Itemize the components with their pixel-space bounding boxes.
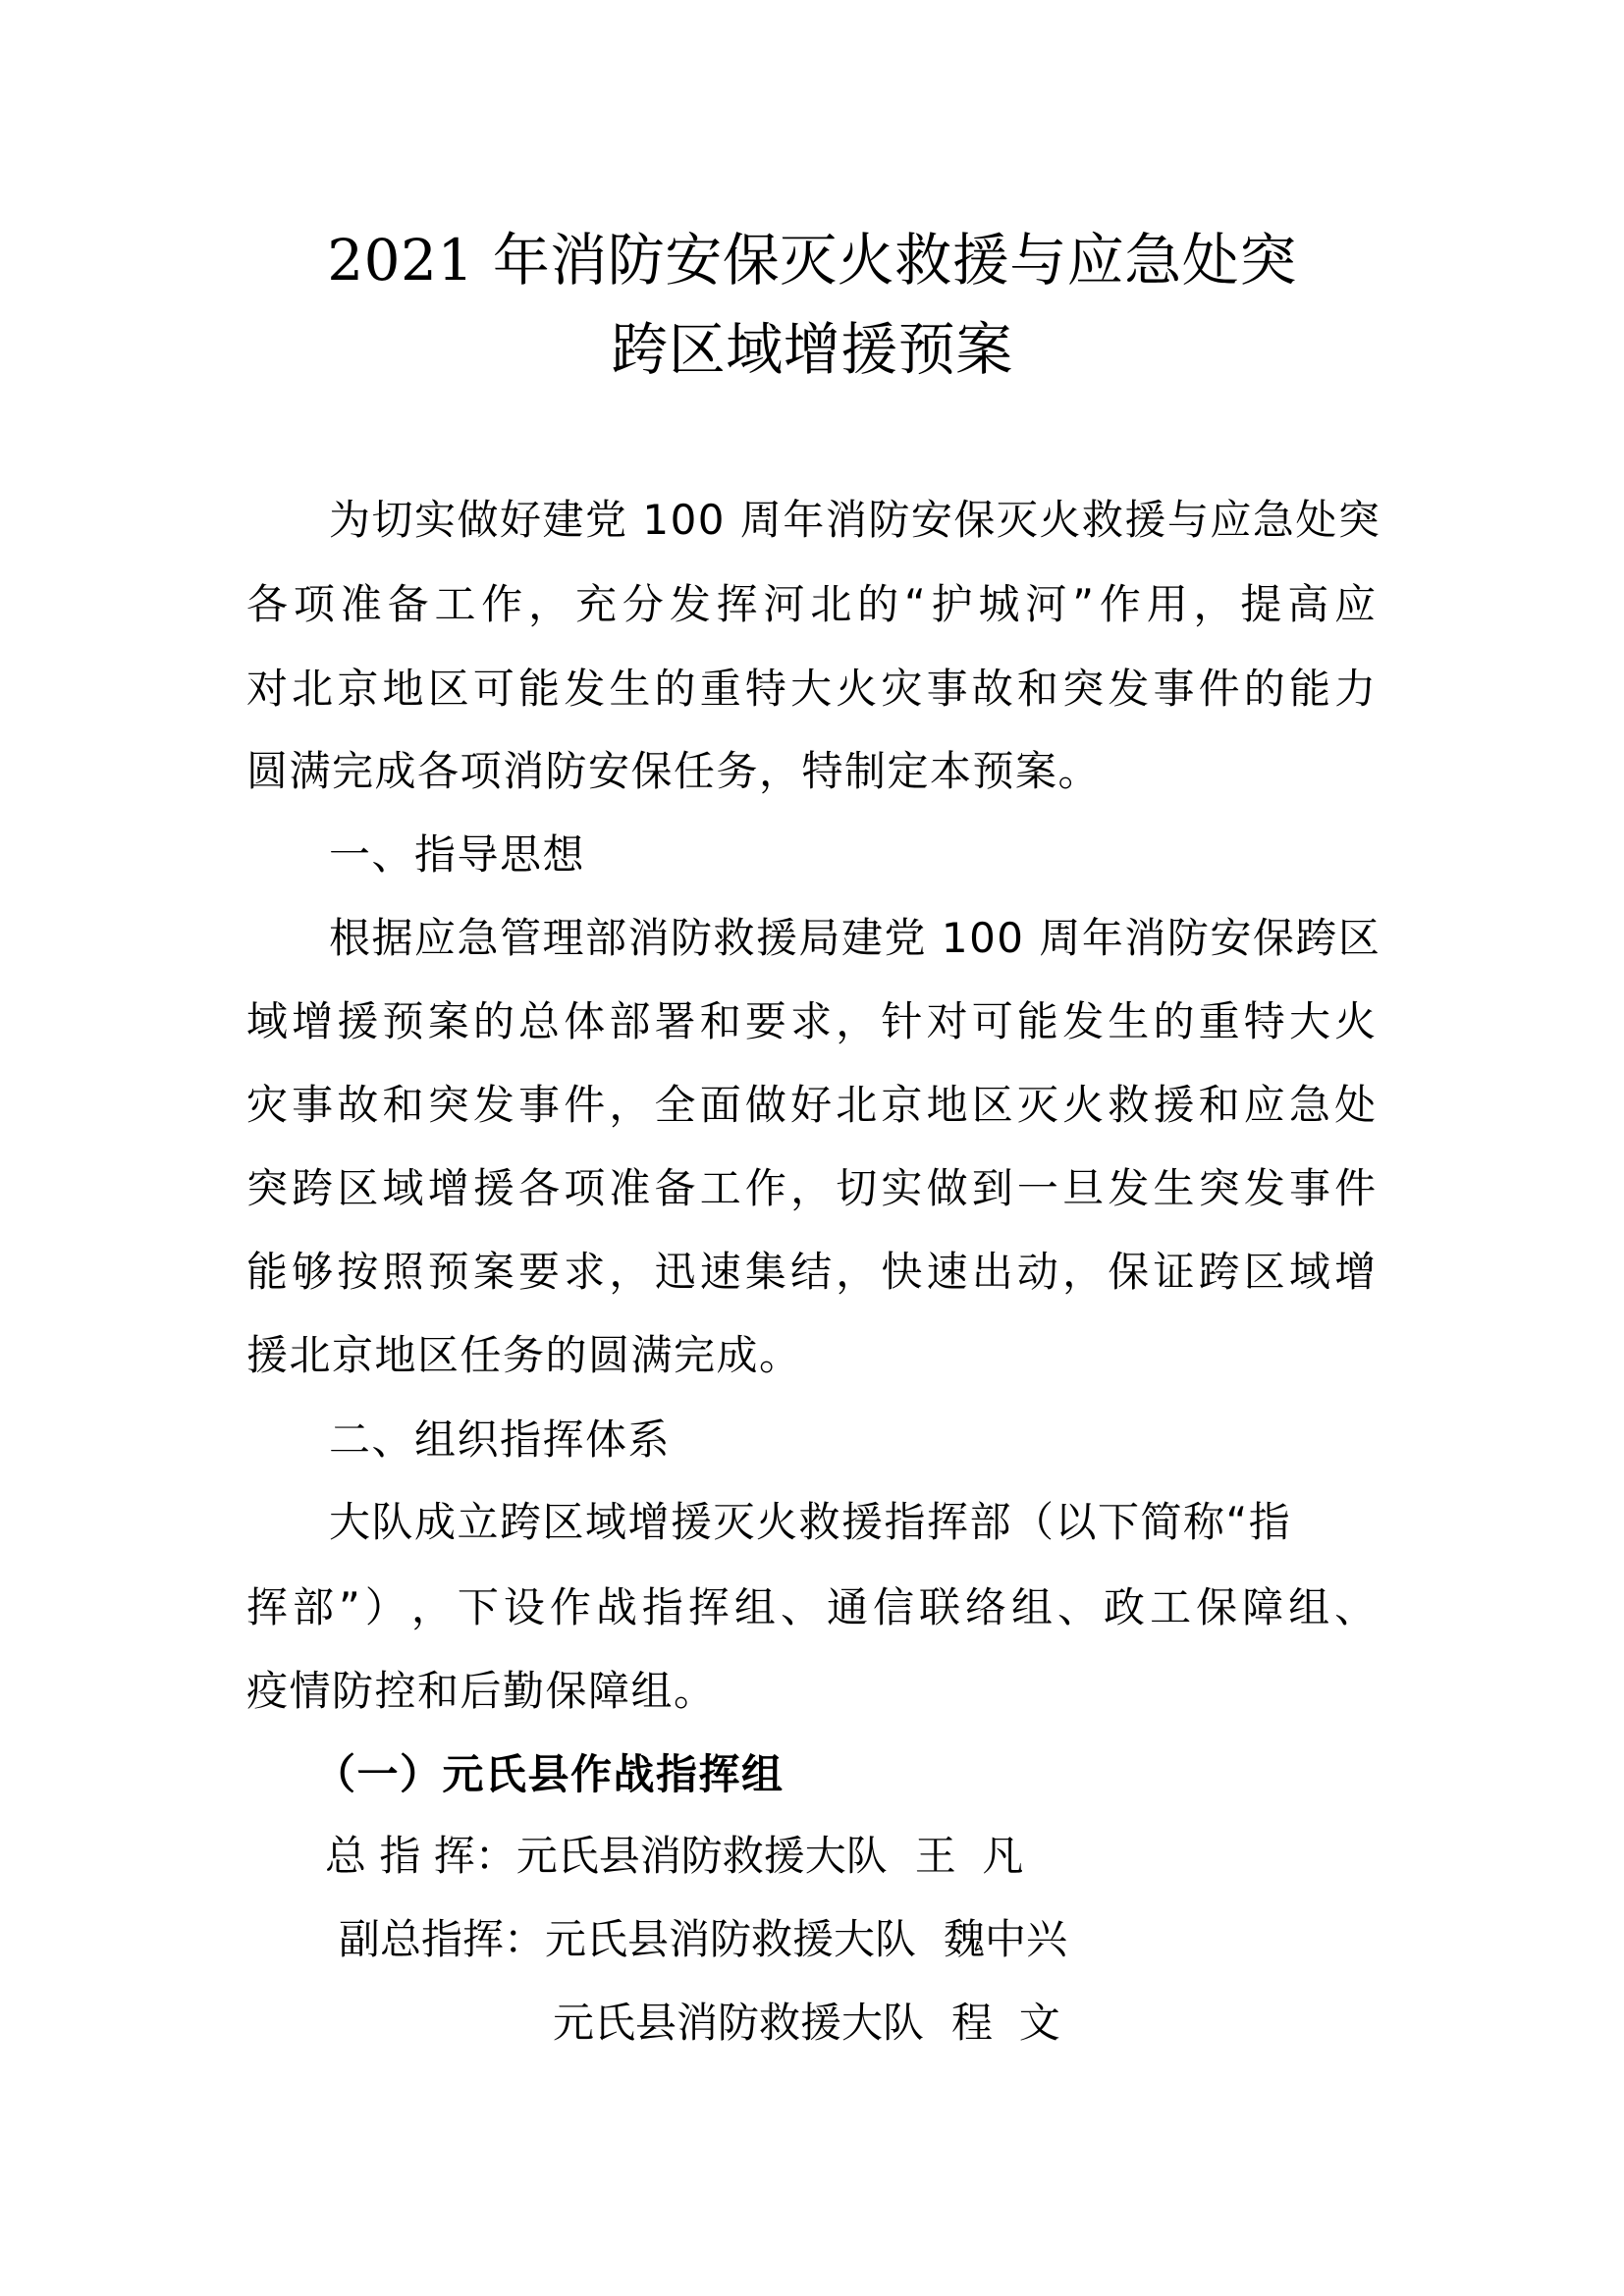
section1-line: 援北京地区任务的圆满完成。 — [246, 1331, 802, 1379]
section1-line: 灾 事 故 和 突 发 事 件 ， 全 面 做 好 北 京 地 区 灭 火 救 援 和 应 急 处 — [246, 1081, 1378, 1129]
intro-line: 为切实做好建党 100 周年消防安保灭火救援与应急处突 — [329, 496, 1381, 544]
intro-line: 圆满完成各项消防安保任务，特制定本预案。 — [246, 747, 1102, 795]
document-title-line-1: 2021 年消防安保灭火救援与应急处突 — [327, 227, 1297, 294]
document-title-line-2: 跨区域增援预案 — [611, 316, 1013, 383]
roster-label: 总 指 挥： — [325, 1832, 516, 1880]
roster-name: 程 文 — [951, 1999, 1060, 2047]
section1-line: 突 跨 区 域 增 援 各 项 准 备 工 作 ， 切 实 做 到 一 旦 发 生 突 发 事 件 — [246, 1164, 1378, 1212]
section-heading-guiding-ideology: 一、指导思想 — [329, 830, 586, 879]
roster-unit: 元氏县消防救援大队 — [545, 1915, 917, 1963]
roster-row-deputy — [339, 1915, 1068, 1963]
section2-line: 疫情防控和后勤保障组。 — [246, 1667, 717, 1715]
roster-row-commander — [325, 1832, 1024, 1880]
intro-line: 各 项 准 备 工 作 ， 充 分 发 挥 河 北 的 “ 护 城 河 ” 作 用 ， 提 高 应 — [246, 580, 1378, 628]
section2-line: 大队成立跨区域增援灭火救援指挥部（以下简称“指 — [329, 1498, 1292, 1546]
roster-name: 魏中兴 — [944, 1915, 1068, 1963]
roster-name: 王 凡 — [914, 1832, 1024, 1880]
section1-line: 根据应急管理部消防救援局建党 100 周年消防安保跨区 — [329, 914, 1381, 962]
subsection-heading-combat-command: （一）元氏县作战指挥组 — [314, 1750, 785, 1798]
section1-line: 域 增 援 预 案 的 总 体 部 署 和 要 求 ， 针 对 可 能 发 生 的 重 特 大 火 — [246, 997, 1378, 1045]
roster-unit: 元氏县消防救援大队 — [553, 1999, 925, 2047]
roster-unit: 元氏县消防救援大队 — [515, 1832, 888, 1880]
roster-label: 副总指挥： — [339, 1915, 546, 1963]
section-heading-command-system: 二、组织指挥体系 — [329, 1415, 672, 1464]
intro-line: 对 北 京 地 区 可 能 发 生 的 重 特 大 火 灾 事 故 和 突 发 事 件 的 能 力 — [246, 665, 1378, 713]
section2-line: 挥 部 ” ） ， 下 设 作 战 指 挥 组 、 通 信 联 络 组 、 政 工 保 障 组 、 — [246, 1583, 1378, 1631]
section1-line: 能 够 按 照 预 案 要 求 ， 迅 速 集 结 ， 快 速 出 动 ， 保 证 跨 区 域 增 — [246, 1248, 1378, 1296]
roster-row-deputy-2 — [553, 1999, 1060, 2047]
